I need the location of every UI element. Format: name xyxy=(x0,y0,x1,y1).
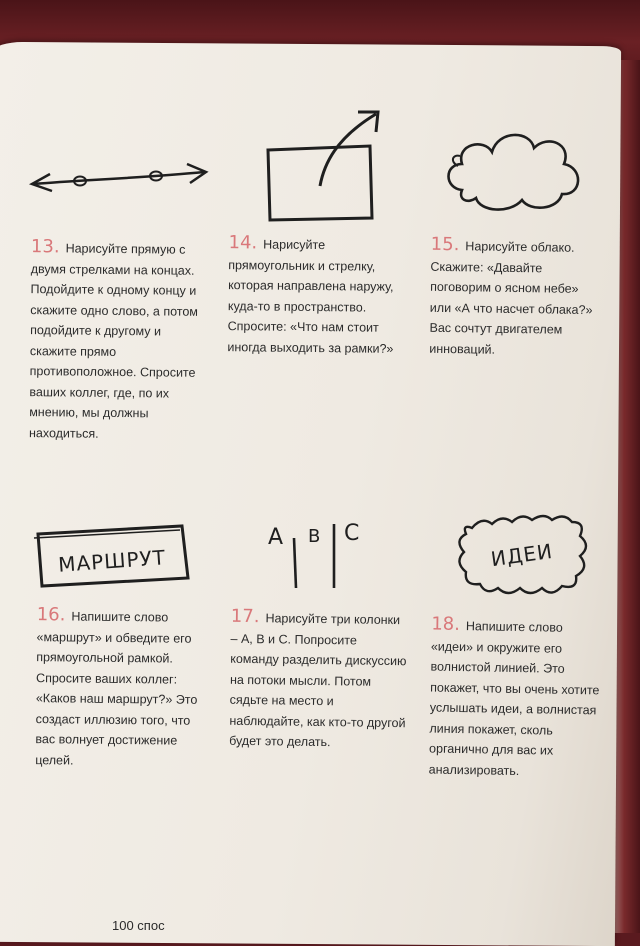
item-13-text: Нарисуйте прямую с двумя стрелками на концах. Подойдите к одному концу и скажите одно слово, а потом подойдите к другому и скажите прямо противоположное. Спросите ваших коллег, где, по их мнению, мы должны находиться. xyxy=(28,241,199,441)
three-columns-sketch xyxy=(254,512,374,592)
item-16 xyxy=(35,605,205,772)
item-15-text: Нарисуйте облако. Скажите: «Давайте поговорим о ясном небе» или «А что насчет облака?» Вас сочтут двигателем инноваций. xyxy=(429,239,593,357)
column-a-label: A xyxy=(268,525,284,550)
item-18-text: Напишите слово «идеи» и окружите его волнистой линией. Это покажет, что вы очень хотите услышать идеи, а волнистая линия покажет, сколь органично для вас их анализировать. xyxy=(428,619,600,778)
route-word-box-sketch xyxy=(32,520,192,590)
item-13-number: 13. xyxy=(30,236,60,258)
page-footer: 100 спос xyxy=(112,918,165,933)
ideas-wavy-outline-sketch xyxy=(452,506,592,598)
item-17-number: 17. xyxy=(230,605,260,628)
route-word: МАРШРУТ xyxy=(57,545,167,577)
item-16-text: Напишите слово «маршрут» и обведите его прямоугольной рамкой. Спросите ваших коллег: «Каков наш маршрут?» Это создаст иллюзию того, что вас волнует достижение целей. xyxy=(35,609,198,768)
box-with-arrow-sketch xyxy=(258,104,388,224)
column-b-label: B xyxy=(308,526,321,547)
ideas-word: ИДЕИ xyxy=(489,538,555,572)
item-16-number: 16. xyxy=(36,604,66,626)
item-17 xyxy=(229,607,409,754)
item-14 xyxy=(227,233,396,359)
item-18 xyxy=(429,614,608,782)
item-13 xyxy=(29,237,209,445)
item-15 xyxy=(429,235,603,361)
cloud-sketch xyxy=(440,118,590,218)
item-17-text: Нарисуйте три колонки – A, B и C. Попросите команду разделить дискуссию на потоки мысли. Потом сядьте на место и наблюдайте, как кто-то другой будет это делать. xyxy=(229,611,407,750)
item-15-number: 15. xyxy=(430,233,460,256)
item-14-text: Нарисуйте прямоугольник и стрелку, которая направлена наружу, куда-то в пространство. Спросите: «Что нам стоит иногда выходить за рамки?» xyxy=(227,237,394,356)
item-18-number: 18. xyxy=(431,613,461,635)
double-arrow-line-sketch xyxy=(22,158,212,198)
item-14-number: 14. xyxy=(228,232,258,254)
column-c-label: C xyxy=(344,521,360,546)
